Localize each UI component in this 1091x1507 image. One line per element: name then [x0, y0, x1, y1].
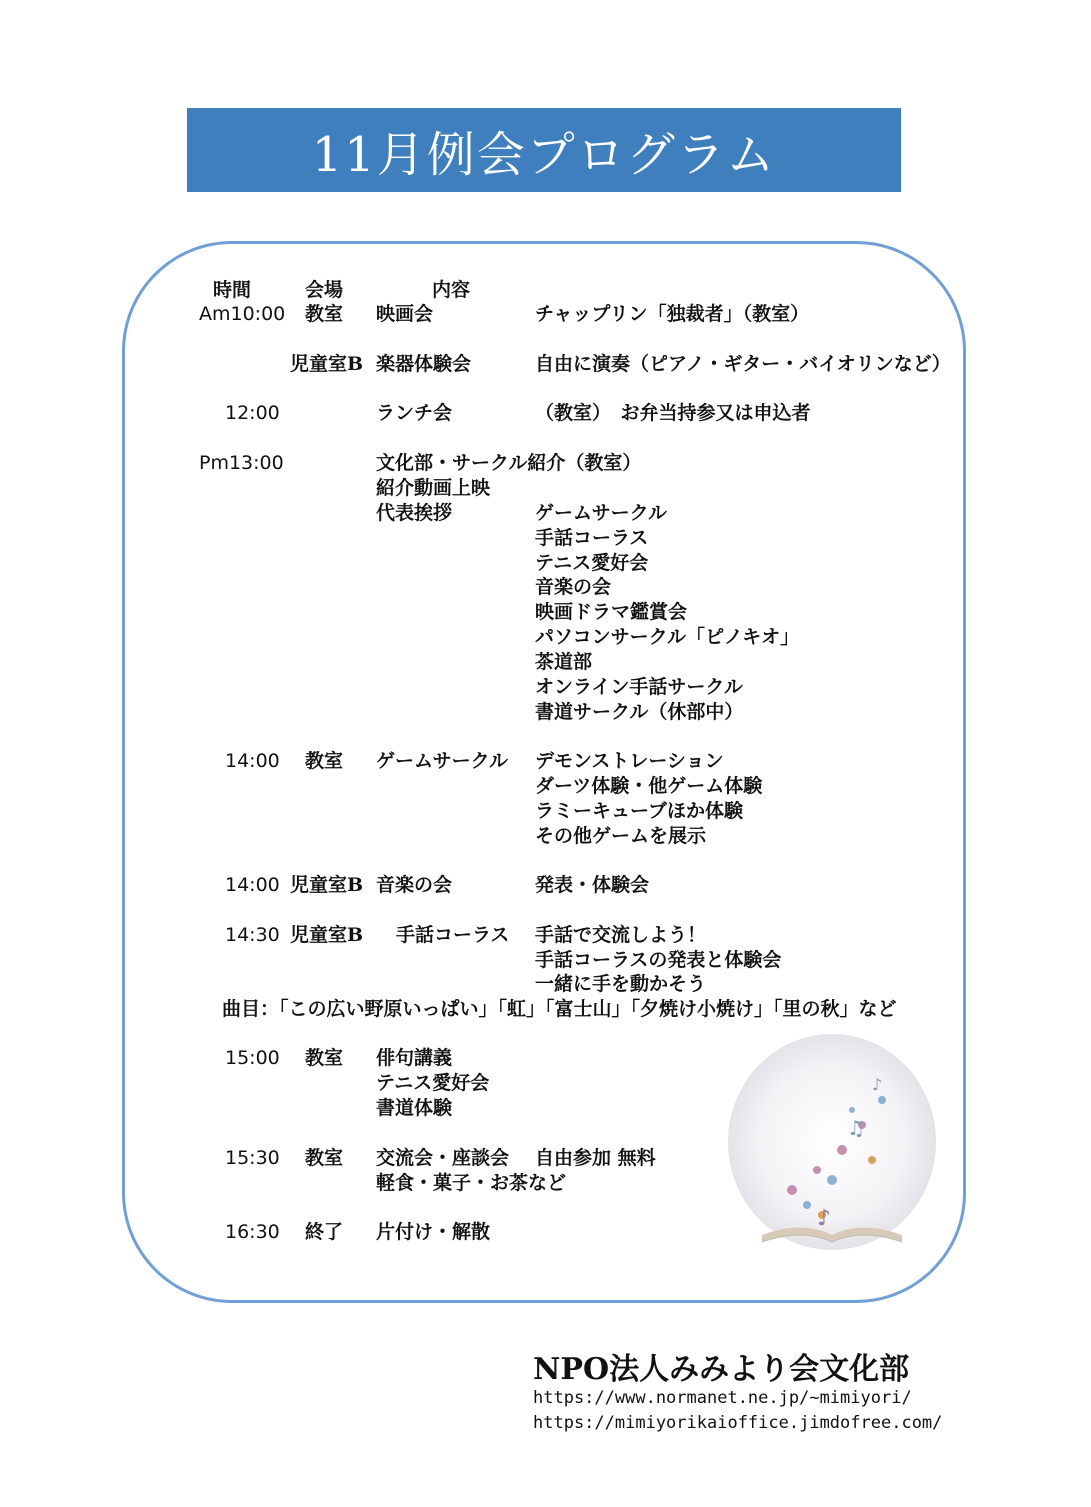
organization-name: NPO法人みみより会文化部: [533, 1352, 910, 1387]
row-detail: ダーツ体験・他ゲーム体験: [535, 775, 763, 797]
row-detail: 発表・体験会: [535, 874, 650, 896]
circle-item: パソコンサークル「ピノキオ」: [535, 626, 800, 648]
row-time: Am10:00: [199, 303, 286, 325]
circle-item: テニス愛好会: [535, 552, 649, 574]
row-detail: ラミーキューブほか体験: [535, 800, 744, 822]
circle-item: オンライン手話サークル: [535, 676, 743, 698]
row-event: 代表挨拶: [376, 502, 453, 524]
row-time: 14:00: [225, 750, 280, 772]
row-event: 手話コーラス: [396, 924, 510, 946]
row-detail: 手話で交流しよう！: [535, 924, 707, 946]
row-venue: 児童室B: [290, 874, 364, 896]
row-event: 紹介動画上映: [376, 477, 491, 499]
row-event: 交流会・座談会: [376, 1147, 510, 1169]
row-detail: 自由参加 無料: [535, 1147, 656, 1169]
header-time: 時間: [213, 279, 252, 301]
row-time: 15:00: [225, 1047, 280, 1069]
row-time: 16:30: [225, 1221, 280, 1243]
row-time: Pm13:00: [199, 452, 284, 474]
row-event: 楽器体験会: [376, 353, 472, 375]
row-event: 文化部・サークル紹介（教室）: [376, 452, 642, 474]
page-title: 11月例会プログラム: [311, 126, 777, 183]
row-event: 映画会: [376, 303, 434, 325]
row-event: テニス愛好会: [376, 1072, 490, 1094]
circle-item: ゲームサークル: [535, 502, 668, 524]
row-event: 片付け・解散: [376, 1221, 491, 1243]
row-detail: チャップリン「独裁者」（教室）: [535, 303, 810, 325]
row-venue: 教室: [305, 750, 344, 772]
row-event: ゲームサークル: [376, 750, 509, 772]
song-list: 曲目：「この広い野原いっぱい」「虹」「富士山」「夕焼け小焼け」「里の秋」など: [222, 998, 897, 1020]
row-venue: 児童室B: [290, 924, 364, 946]
row-detail: その他ゲームを展示: [535, 825, 707, 847]
row-detail: デモンストレーション: [535, 750, 724, 772]
row-time: 15:30: [225, 1147, 280, 1169]
row-time: 14:30: [225, 924, 280, 946]
header-venue: 会場: [305, 279, 344, 301]
row-event: 音楽の会: [376, 874, 453, 896]
svg-text:♪: ♪: [872, 1075, 883, 1094]
row-detail: 自由に演奏（ピアノ・ギター・バイオリンなど）: [535, 353, 951, 375]
row-event: ランチ会: [376, 402, 453, 424]
row-venue: 教室: [305, 1047, 344, 1069]
title-banner: [187, 108, 901, 192]
row-event: 軽食・菓子・お茶など: [376, 1172, 567, 1194]
row-time: 12:00: [225, 402, 280, 424]
row-event: 書道体験: [376, 1097, 453, 1119]
row-detail: 手話コーラスの発表と体験会: [535, 949, 782, 971]
open-book-music-notes-illustration: [722, 1030, 942, 1260]
circle-item: 書道サークル（休部中）: [535, 701, 744, 723]
website-link[interactable]: https://www.normanet.ne.jp/~mimiyori/: [533, 1388, 912, 1408]
svg-text:♪: ♪: [817, 1206, 832, 1231]
circle-item: 音楽の会: [535, 576, 612, 598]
row-time: 14:00: [225, 874, 280, 896]
row-venue: 教室: [305, 303, 344, 325]
row-venue: 教室: [305, 1147, 344, 1169]
row-event: 俳句講義: [376, 1047, 453, 1069]
circle-item: 映画ドラマ鑑賞会: [535, 601, 688, 623]
row-venue: 児童室B: [290, 353, 364, 375]
svg-text:♫: ♫: [847, 1116, 865, 1140]
row-venue: 終了: [305, 1221, 344, 1243]
header-content: 内容: [432, 279, 471, 301]
circle-item: 手話コーラス: [535, 527, 649, 549]
website-link[interactable]: https://mimiyorikaioffice.jimdofree.com/: [533, 1413, 943, 1433]
row-detail: （教室） お弁当持参又は申込者: [535, 402, 811, 424]
row-detail: 一緒に手を動かそう: [535, 973, 707, 995]
circle-item: 茶道部: [535, 651, 593, 673]
